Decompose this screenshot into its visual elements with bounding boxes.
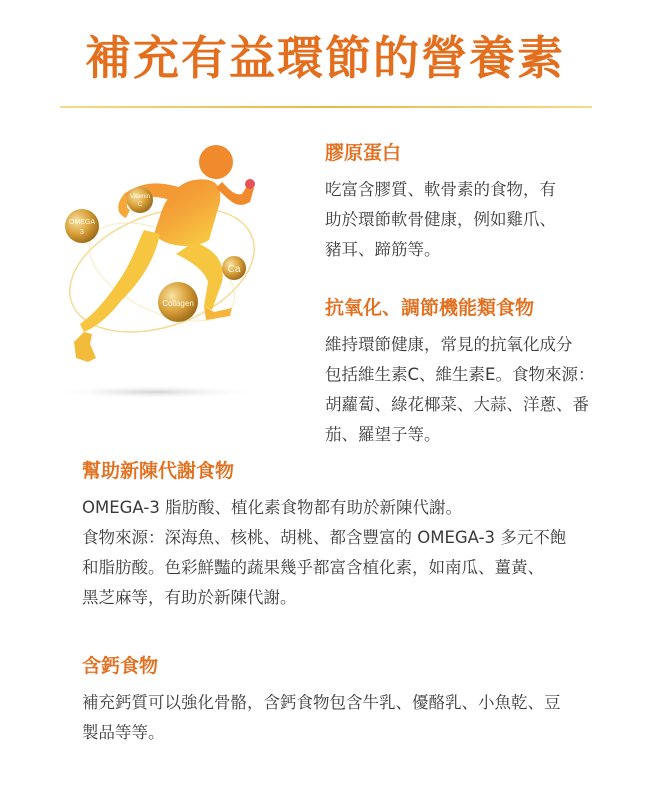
svg-text:Ca: Ca [227,264,241,275]
section-body-antioxidant [325,330,625,450]
svg-text:Collagen: Collagen [162,299,194,308]
section-heading-antioxidant: 抗氧化、調節機能類食物 [325,297,535,319]
body-line: 包括維生素C、維生素E。食物來源： [325,365,595,384]
body-line: OMEGA-3 脂肪酸、植化素食物都有助於新陳代謝。 [82,498,463,517]
body-line: 製品等等。 [82,723,165,742]
body-line: 黑芝麻等，有助於新陳代謝。 [82,588,297,607]
ground-shadow [49,385,259,399]
body-line: 助於環節軟骨健康，例如雞爪、 [325,210,556,229]
section-body-collagen [325,175,625,265]
section-heading-metabolism: 幫助新陳代謝食物 [82,460,235,482]
section-heading-calcium: 含鈣食物 [82,655,159,677]
body-line: 胡蘿蔔、綠花椰菜、大蒜、洋蔥、番 [325,395,589,414]
runner-figure [74,145,255,362]
body-line: 吃富含膠質、軟骨素的食物，有 [325,180,556,199]
body-line: 茄、羅望子等。 [325,425,441,444]
badge-calcium-icon [222,256,246,280]
body-line: 維持環節健康，常見的抗氧化成分 [325,335,573,354]
page-title: 補充有益環節的營養素 [85,31,565,85]
badge-vitamin-c-icon [127,187,153,213]
svg-text:OMEGA: OMEGA [68,219,96,226]
body-line: 和脂肪酸。色彩鮮豔的蔬果幾乎都富含植化素，如南瓜、薑黃、 [82,558,544,577]
svg-text:Vitamin: Vitamin [130,194,150,200]
svg-text:3: 3 [80,229,84,236]
body-line: 豬耳、蹄筋等。 [325,240,441,259]
svg-text:C: C [137,202,143,208]
title-divider [60,106,592,108]
badge-collagen-icon [158,282,198,322]
badge-omega3-icon [65,209,99,243]
section-body-metabolism [82,493,602,613]
section-body-calcium [82,688,602,748]
section-heading-collagen: 膠原蛋白 [325,142,402,164]
body-line: 補充鈣質可以強化骨骼，含鈣食物包含牛乳、優酪乳、小魚乾、豆 [82,693,561,712]
body-line: 食物來源：深海魚、核桃、胡桃、都含豐富的 OMEGA-3 多元不飽 [82,528,567,547]
runner-illustration [44,122,294,402]
